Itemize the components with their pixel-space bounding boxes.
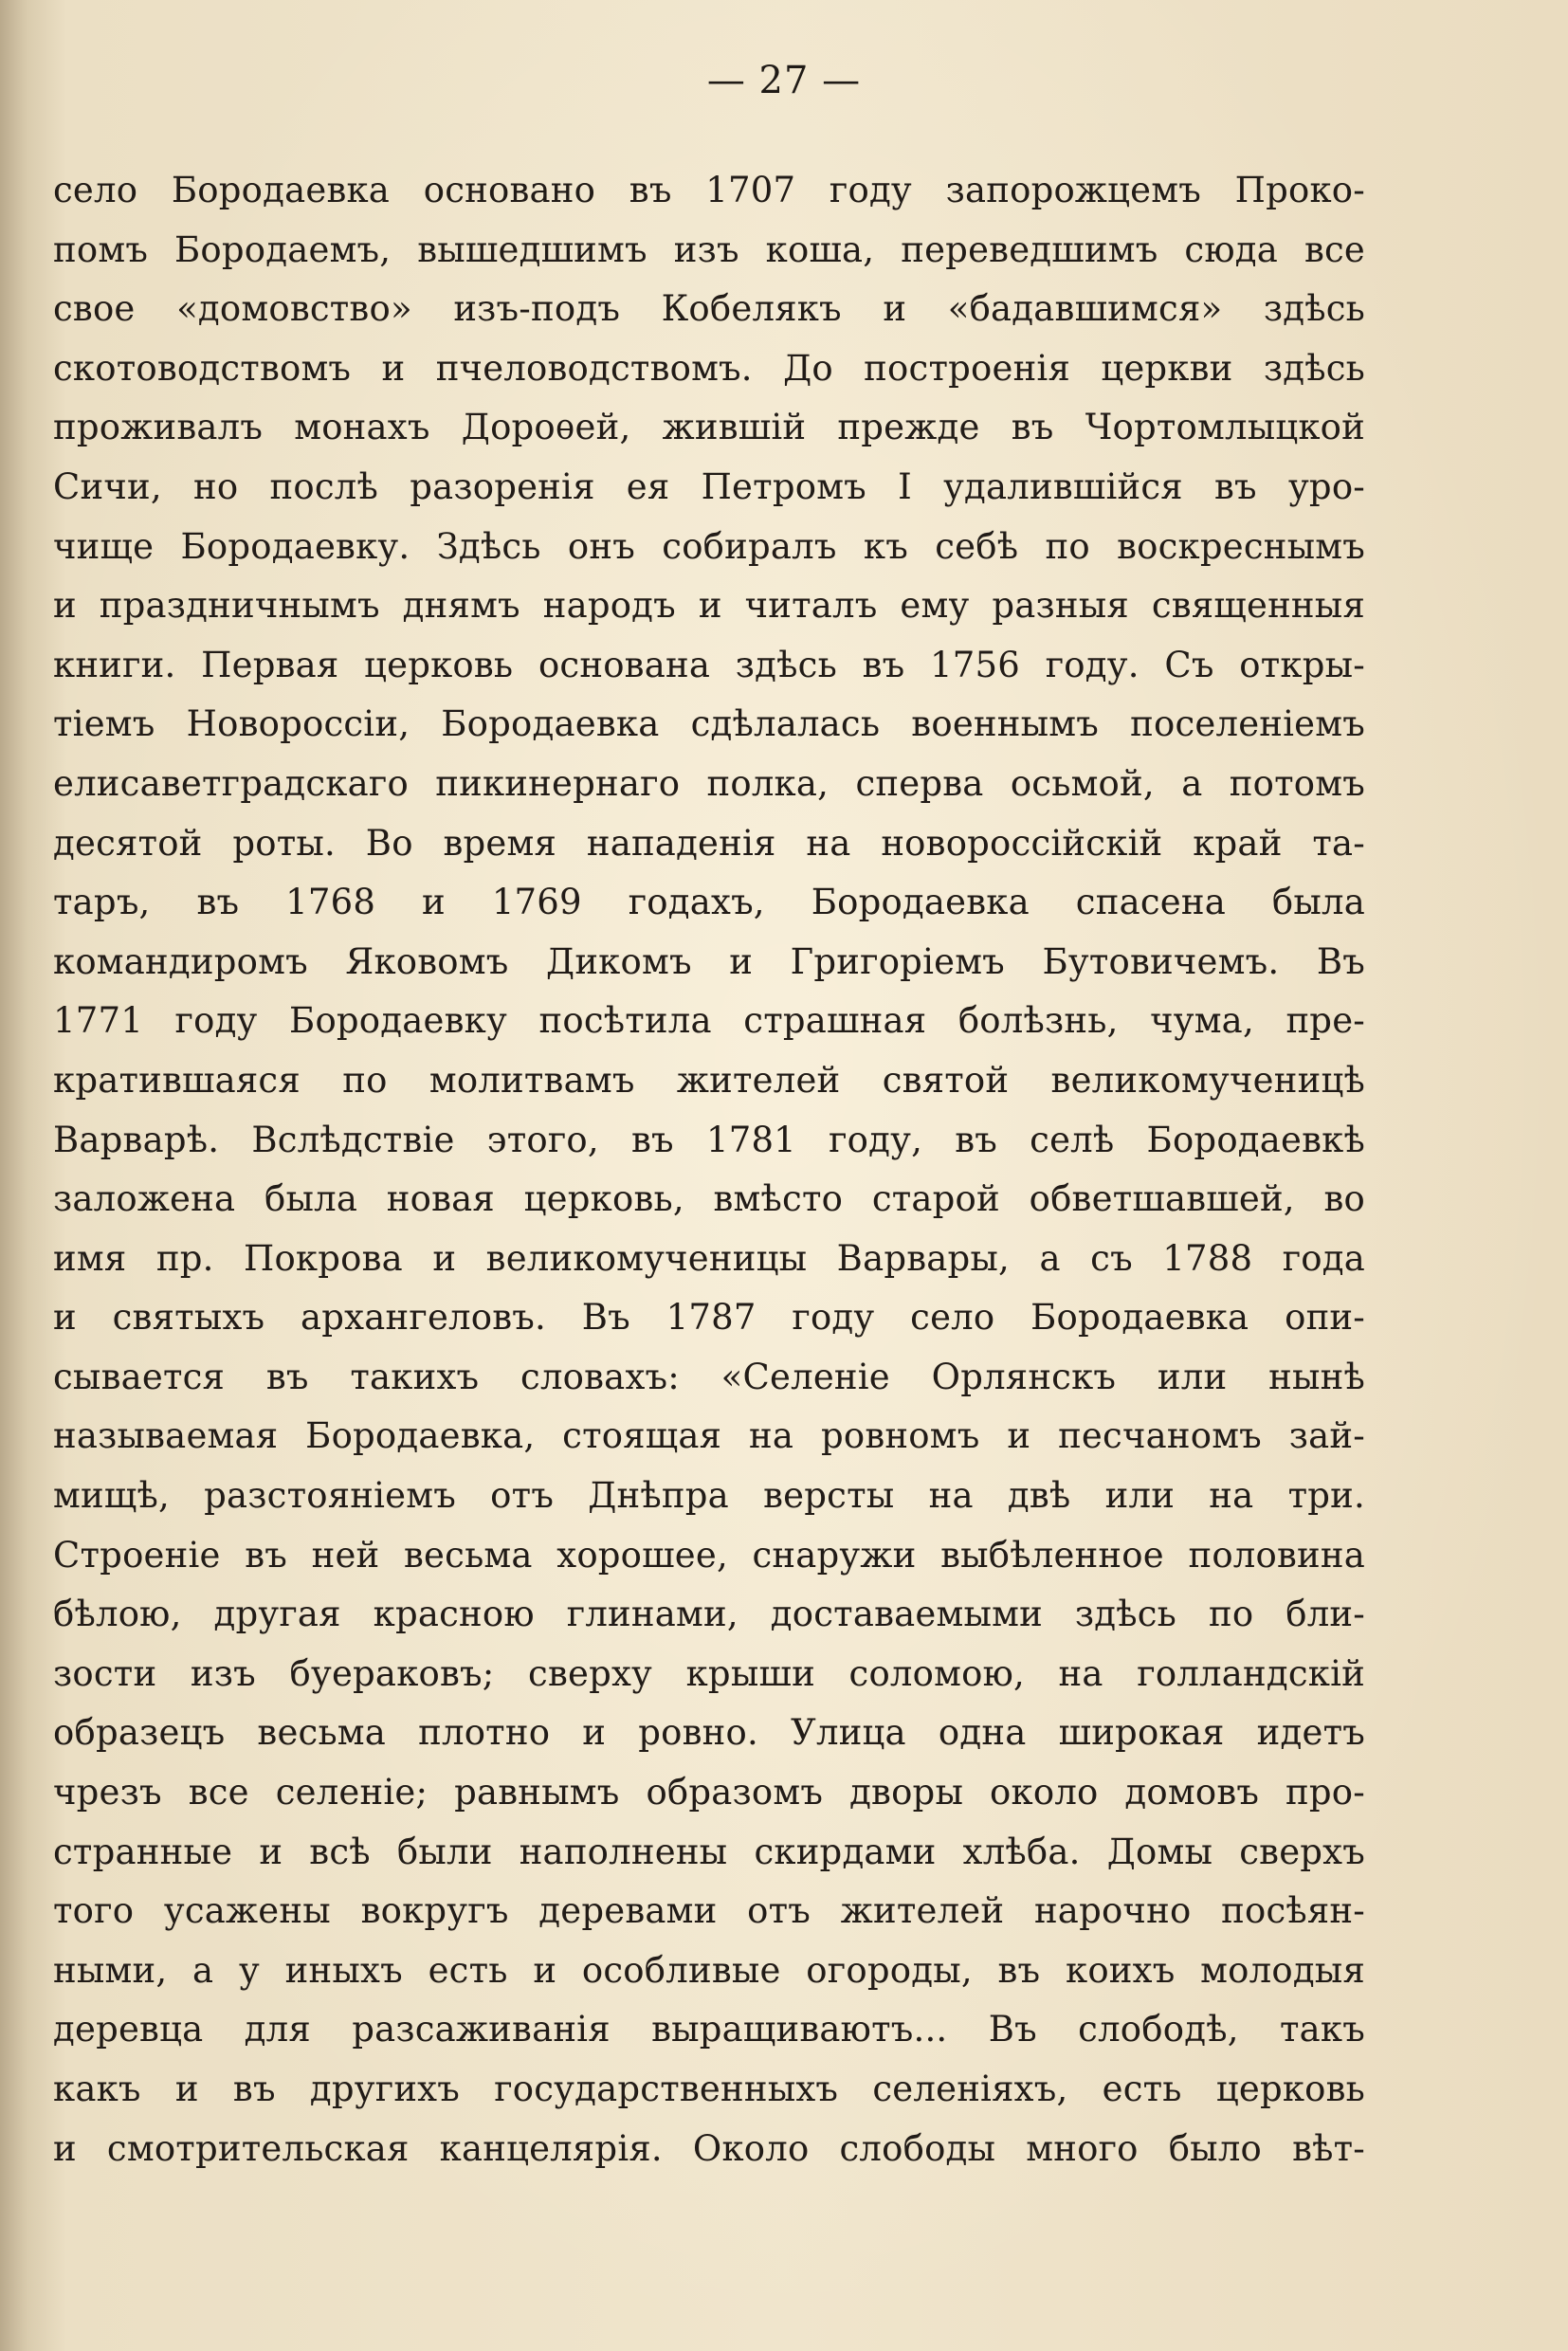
text-line: заложена была новая церковь, вмѣсто старой обветшавшей, во (53, 1178, 1365, 1220)
text-line: странные и всѣ были наполнены скирдами хлѣба. Домы сверхъ (53, 1831, 1365, 1872)
body-text (53, 161, 1365, 2178)
text-line: командиромъ Яковомъ Дикомъ и Григоріемъ Бутовичемъ. Въ (53, 940, 1365, 982)
text-line: чрезъ все селеніе; равнымъ образомъ дворы около домовъ про- (53, 1772, 1365, 1813)
text-line: елисаветградскаго пикинернаго полка, сперва осьмой, а потомъ (53, 762, 1365, 804)
text-line: образецъ весьма плотно и ровно. Улица одна широкая идетъ (53, 1712, 1365, 1754)
text-line: ными, а у иныхъ есть и особливые огороды, въ коихъ молодыя (53, 1949, 1365, 1991)
text-line: Сичи, но послѣ разоренія ея Петромъ I удалившійся въ уро- (53, 465, 1365, 507)
text-line: десятой роты. Во время нападенія на новороссійскій край та- (53, 822, 1365, 864)
text-line: помъ Бородаемъ, вышедшимъ изъ коша, переведшимъ сюда все (53, 228, 1365, 270)
text-line: книги. Первая церковь основана здѣсь въ 1756 году. Съ откры- (53, 644, 1365, 685)
text-line: кратившаяся по молитвамъ жителей святой великомученицѣ (53, 1059, 1365, 1101)
text-line: какъ и въ другихъ государственныхъ селеніяхъ, есть церковь (53, 2069, 1365, 2109)
text-line: и смотрительская канцелярія. Около слободы много было вѣт- (53, 2127, 1365, 2169)
text-line: Строеніе въ ней весьма хорошее, снаружи выбѣленное половина (53, 1534, 1365, 1576)
text-line: имя пр. Покрова и великомученицы Варвары, а съ 1788 года (53, 1237, 1365, 1279)
text-line: и праздничнымъ днямъ народъ и читалъ ему разныя священныя (53, 585, 1365, 627)
text-line: Варварѣ. Вслѣдствіе этого, въ 1781 году, въ селѣ Бородаевкѣ (53, 1119, 1365, 1160)
page-number: — 27 — (706, 59, 862, 102)
text-line: свое «домовство» изъ-подъ Кобелякъ и «бадавшимся» здѣсь (53, 288, 1365, 330)
text-line: сывается въ такихъ словахъ: «Селеніе Орлянскъ или нынѣ (53, 1356, 1365, 1397)
text-line: проживалъ монахъ Дороѳей, жившій прежде въ Чортомлыцкой (53, 407, 1365, 448)
text-line: мищѣ, разстояніемъ отъ Днѣпра версты на двѣ или на три. (53, 1475, 1365, 1517)
text-line: село Бородаевка основано въ 1707 году запорожцемъ Проко- (53, 170, 1365, 210)
text-line: чище Бородаевку. Здѣсь онъ собиралъ къ себѣ по воскреснымъ (53, 525, 1365, 567)
text-line: зости изъ буераковъ; сверху крыши соломою, на голландскій (53, 1652, 1365, 1694)
text-line: скотоводствомъ и пчеловодствомъ. До построенія церкви здѣсь (53, 347, 1365, 389)
text-line: бѣлою, другая красною глинами, доставаемыми здѣсь по бли- (53, 1594, 1365, 1635)
text-line: 1771 году Бородаевку посѣтила страшная болѣзнь, чума, пре- (53, 1000, 1365, 1042)
text-line: и святыхъ архангеловъ. Въ 1787 году село Бородаевка опи- (53, 1297, 1365, 1339)
text-line: называемая Бородаевка, стоящая на ровномъ и песчаномъ зай- (53, 1415, 1365, 1457)
text-line: тіемъ Новороссіи, Бородаевка сдѣлалась военнымъ поселеніемъ (53, 703, 1365, 745)
text-line: таръ, въ 1768 и 1769 годахъ, Бородаевка спасена была (53, 882, 1365, 923)
text-line: деревца для разсаживанія выращиваютъ... Въ слободѣ, такъ (53, 2009, 1365, 2050)
text-line: того усажены вокругъ деревами отъ жителей нарочно посѣян- (53, 1890, 1365, 1932)
